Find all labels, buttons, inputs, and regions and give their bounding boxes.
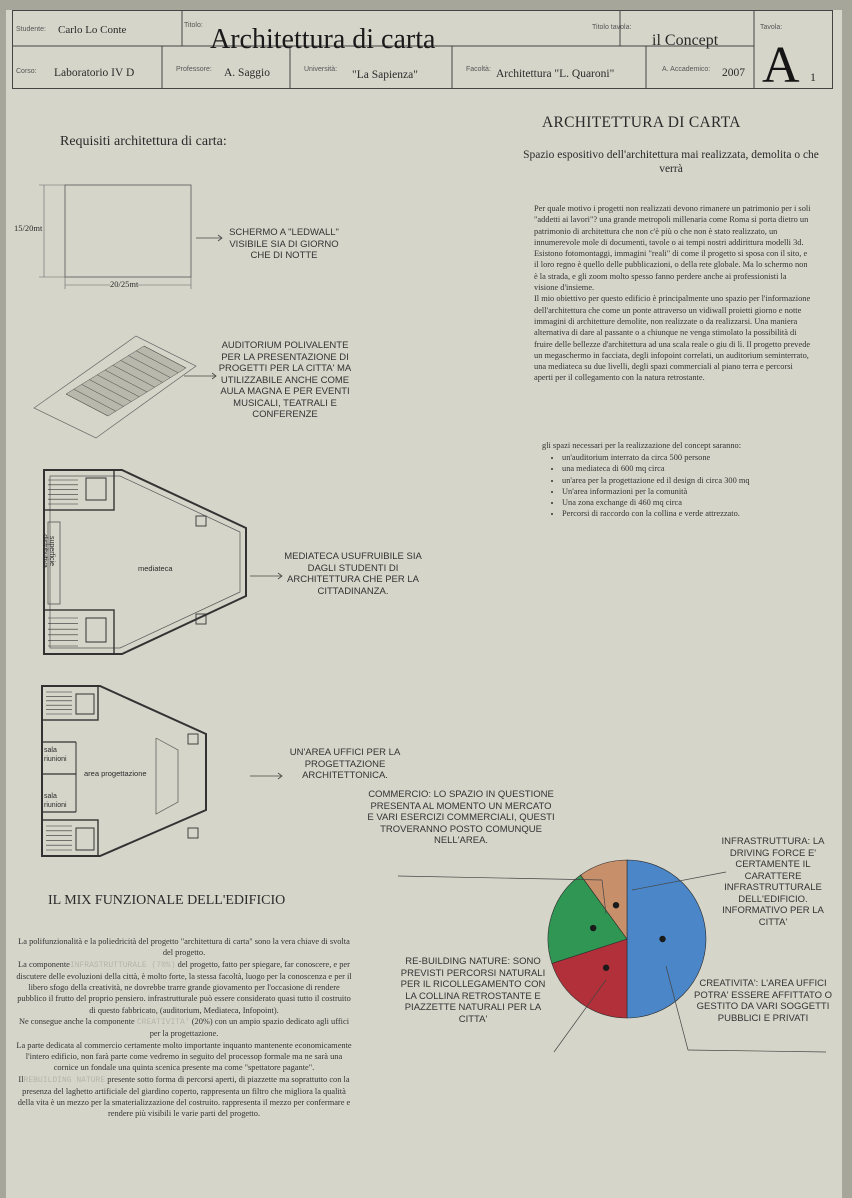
sheet-label: Tavola: [760,24,783,31]
screen-width-label: 20/25mt [110,279,139,289]
annotation-commerce: COMMERCIO: LO SPAZIO IN QUESTIONE PRESENTA AL MOMENTO UN MERCATO E VARI ESERCIZI COMMERCIALI, QUESTI TROVERANNO POSTO COMUNQUE NELL'AREA. [367,789,555,846]
right-subtitle: Spazio espositivo dell'architettura mai realizzata, demolita o che verrà [523,149,819,175]
sheet-title-label: Titolo tavola: [592,24,632,31]
course-value: Laboratorio IV D [54,67,135,79]
mix-title: IL MIX FUNZIONALE DELL'EDIFICIO [48,893,286,908]
title-label: Titolo: [184,22,203,29]
course-label: Corso: [16,68,37,75]
annotation-infrastructure: INFRASTRUTTURA: LA DRIVING FORCE E' CERTAMENTE IL CARATTERE INFRASTRUTTURALE DELL'EDIFICIO. INFORMATIVO PER LA CITTA' [721,836,825,928]
requirements-list-intro: gli spazi necessari per la realizzazione del concept saranno: [542,441,742,450]
annotation-creativity: CREATIVITA': L'AREA UFFICI POTRA' ESSERE AFFITTATO O GESTITO DA VARI SOGGETTI PUBBLICI E PRIVATI [694,978,833,1024]
faculty-label: Facoltà: [466,66,491,73]
keyword-rebuilding-nature: REBUILDING NATURE [23,1075,106,1085]
requirement-item: • Una zona exchange di 460 mq circa [562,497,842,508]
university-label: Università: [304,66,338,73]
professor-value: A. Saggio [224,67,270,79]
mix-paragraph: IlREBUILDING NATURE presente sotto forma di percorsi aperti, di piazzette ma soprattutto con la presenza del laghetto artificiale del giardino coperto, rappresenta un filtro che migliora la qualità della vita è un mezzo per la smaterializzazione del costruito. rappresenta il mezzo per confermare e rendere più visibili le varie parti del progetto. [17,1074,351,1119]
arrow-icon [250,770,286,782]
screen-caption: SCHERMO A "LEDWALL" VISIBILE SIA DI GIORNO CHE DI NOTTE [229,227,339,261]
design-area-label: area progettazione [84,769,147,778]
auditorium-sketch [26,328,216,448]
keyword-infrastructural: INFRASTRUTTURALE (70%) [69,960,176,970]
requirement-item: • un'area per la progettazione ed il design di circa 300 mq [562,475,842,486]
project-title: Architettura di carta [210,24,436,55]
faculty-value: Architettura "L. Quaroni" [496,68,615,80]
requirement-item: • un'auditorium interrato da circa 500 persone [562,452,842,463]
poster-sheet [6,10,842,1198]
mediateca-room-label: mediateca [138,564,173,573]
requirement-item: • Percorsi di raccordo con la collina e verde attrezzato. [562,508,842,519]
right-title: ARCHITETTURA DI CARTA [542,114,741,131]
concept-paragraph: Per quale motivo i progetti non realizzati devono rimanere un patrimonio per i soli "addetti ai lavori"? una grande metropoli millenaria come Roma si porta dietro un patrimonio di architettura che non c'è più o che non è stato realizzato, un innumerevole mole di documenti, tavole o ai tempi nostri addirittura modelli 3d. Esistono fotomontaggi, immagini "reali" di come il progetto si sposa con il sito, e il loro regno è quello delle pubblicazioni, o della rete globale. Ma lo schermo non è la strada, e gli zoom molto spesso fanno perdere anche ai professionisti la visione d'insieme. [534,204,811,293]
sheet-letter: A [762,37,800,94]
requirement-item: • Un'area informazioni per la comunità [562,486,842,497]
meeting-room-b-label: sala riunioni [44,793,67,809]
annotation-rebuilding-nature: RE-BUILDING NATURE: SONO PREVISTI PERCORSI NATURALI PER IL RICOLLEGAMENTO CON LA COLLINA RETROSTANTE E PIAZZETTE NATURALI PER LA CITTA' [400,956,546,1025]
auditorium-caption: AUDITORIUM POLIVALENTE PER LA PRESENTAZIONE DI PROGETTI PER LA CITTA' MA UTILIZZABILE ANCHE COME AULA MAGNA E PER EVENTI MUSICALI, TEATRALI E CONFERENZE [218,340,352,420]
mix-description [14,936,354,1120]
requirements-title: Requisiti architettura di carta: [60,134,227,149]
meeting-room-a-label: sala riunioni [44,747,67,763]
concept-description [534,203,812,384]
mix-paragraph: La polifunzionalità e la poliedricità del progetto "architettura di carta" sono la vera chiave di svolta del progetto. [18,937,350,958]
concept-paragraph: Il mio obiettivo per questo edificio è principalmente uno spazio per l'informazione dell'architettura che come un ponte attraverso un vidiwall proietti giorno e notte immagini di architetture demolite, non realizzate o da realizzarsi. Una maniera alternativa di dare al passante o a chiunque ne venga stimolato la possibilità di fruire delle bellezze d'architettura ad una scala reale o giu di lì. Il progetto prevede un megaschermo in facciata, degli infopoint correlati, un auditorium seminterrato, una mediateca su due livelli, degli spazi commerciali al piano terra e percorsi aperti per il collegamento con la natura retrostante. [534,294,811,383]
mix-paragraph: La parte dedicata al commercio certamente molto importante inquanto mantenente economicamente l'intero edificio, non farà parte come vedremo in seguito del processop formale ma ne sarà una cornice un fondale una quinta scenica presente ma come "spettatore pagante". [16,1040,352,1073]
sheet-title: il Concept [652,32,719,49]
ledwall-screen-diagram [6,175,216,295]
keyword-creativity: CREATIVITA' [136,1018,190,1028]
requirement-item: • una mediateca di 600 mq circa [562,463,842,474]
sheet-number: 1 [810,70,816,84]
student-name: Carlo Lo Conte [58,24,127,36]
requirements-list [544,452,842,520]
screen-height-label: 15/20mt [14,223,43,233]
distribution-room-label: superficie distributiva [41,534,55,568]
mediateca-caption: MEDIATECA USUFRUIBILE SIA DAGLI STUDENTI DI ARCHITETTURA CHE PER LA CITTADINANZA. [284,551,422,597]
student-label: Studente: [16,26,46,33]
professor-label: Professore: [176,66,212,73]
mix-paragraph: La componenteINFRASTRUTTURALE (70%) del progetto, fatto per spiegare, far conoscere, e per discutere delle evoluzioni della città, è molto forte, la stessa facoltà, luogo per la conoscenza e per il libero sfogo della creatività, ne dovrebbe trarre grande giovamento per l'occasione di rendere pubblico il frutto del proprio pensiero. infrastrutturale può essere considerato quasi tutto il costruito di questo fabbricato, (auditorium, Mediateca, Infopoint). [16,959,352,1015]
year-label: A. Accademico: [662,66,711,73]
mix-paragraph: Ne consegue anche la componente CREATIVITA' (20%) con un ampio spazio dedicato agli uffici per la progettazione. [18,1017,350,1039]
year-value: 2007 [722,67,745,79]
offices-caption: UN'AREA UFFICI PER LA PROGETTAZIONE ARCHITETTONICA. [289,747,401,781]
university-value: "La Sapienza" [352,69,418,81]
